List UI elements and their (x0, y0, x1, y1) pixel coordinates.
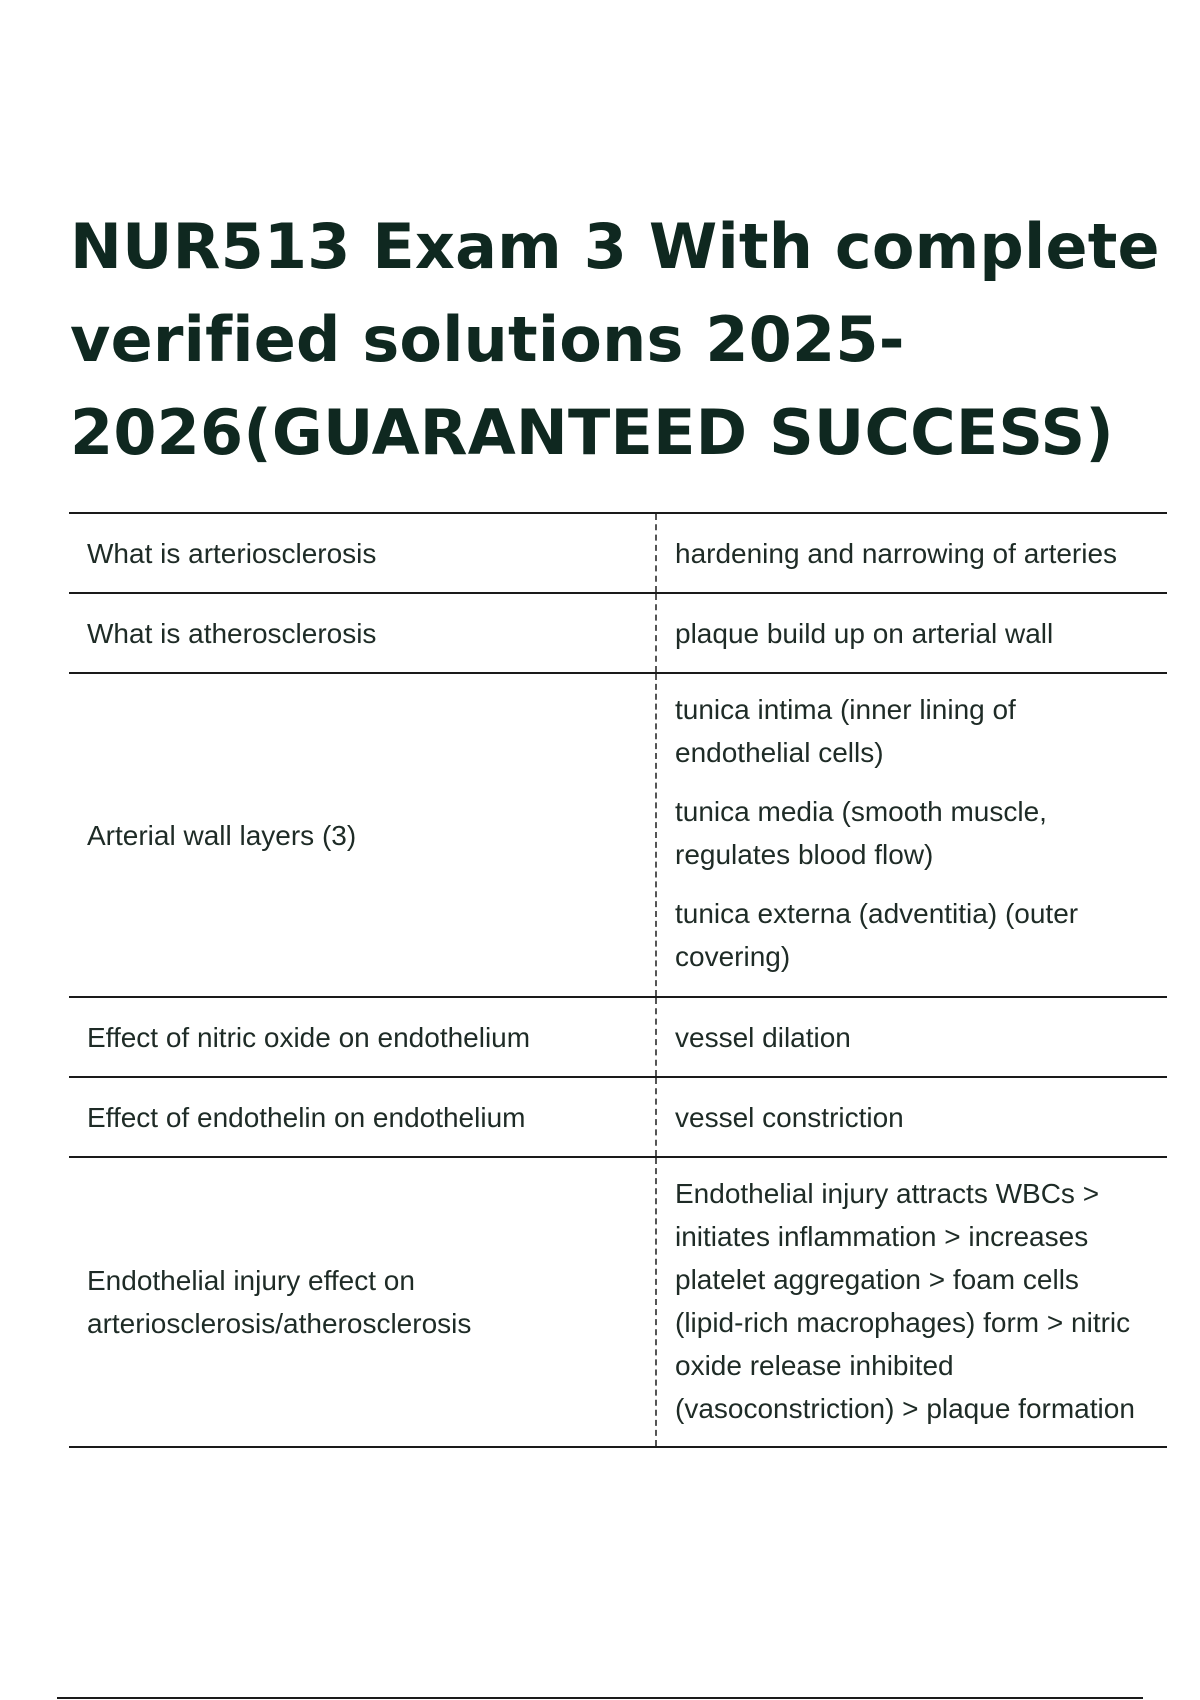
title-line-1: NUR513 Exam 3 With complete (70, 210, 1160, 283)
definition-text: plaque build up on arterial wall (675, 617, 1054, 649)
definition-text: vessel dilation (675, 1021, 851, 1053)
definition-cell (656, 673, 1167, 997)
definition-cell (656, 1157, 1167, 1447)
definition-text: tunica media (smooth muscle, regulates blood flow) (675, 796, 1047, 870)
definition-text: tunica intima (inner lining of endothelial cells) (675, 694, 1016, 768)
table-row (69, 997, 1167, 1077)
definition-cell (656, 1077, 1167, 1157)
term-cell: Effect of endothelin on endothelium (69, 1077, 656, 1157)
definition-cell (656, 513, 1167, 593)
table-row (69, 593, 1167, 673)
definition-text: Endothelial injury attracts WBCs > initiates inflammation > increases platelet aggregation > foam cells (lipid-rich macrophages) form > nitric oxide release inhibited (vasoconstriction) > plaque formation (675, 1178, 1135, 1424)
definition-text: hardening and narrowing of arteries (675, 537, 1118, 569)
definition-text: vessel constriction (675, 1101, 904, 1133)
term-cell: Effect of nitric oxide on endothelium (69, 997, 656, 1077)
definition-cell (656, 997, 1167, 1077)
table-row (69, 1157, 1167, 1447)
qa-table (69, 512, 1167, 1448)
definition-text: tunica externa (adventitia) (outer covering) (675, 898, 1079, 972)
term-cell: What is arteriosclerosis (69, 513, 656, 593)
definition-cell (656, 593, 1167, 673)
footer-divider (57, 1697, 1143, 1699)
term-cell: Arterial wall layers (3) (69, 673, 656, 997)
title-line-3: 2026(GUARANTEED SUCCESS) (70, 396, 1114, 469)
table-row (69, 673, 1167, 997)
page-title (70, 200, 1160, 479)
term-cell: What is atherosclerosis (69, 593, 656, 673)
table-row (69, 513, 1167, 593)
table-row (69, 1077, 1167, 1157)
title-line-2: verified solutions 2025- (70, 303, 905, 376)
term-cell: Endothelial injury effect on arteriosclerosis/atherosclerosis (69, 1157, 656, 1447)
